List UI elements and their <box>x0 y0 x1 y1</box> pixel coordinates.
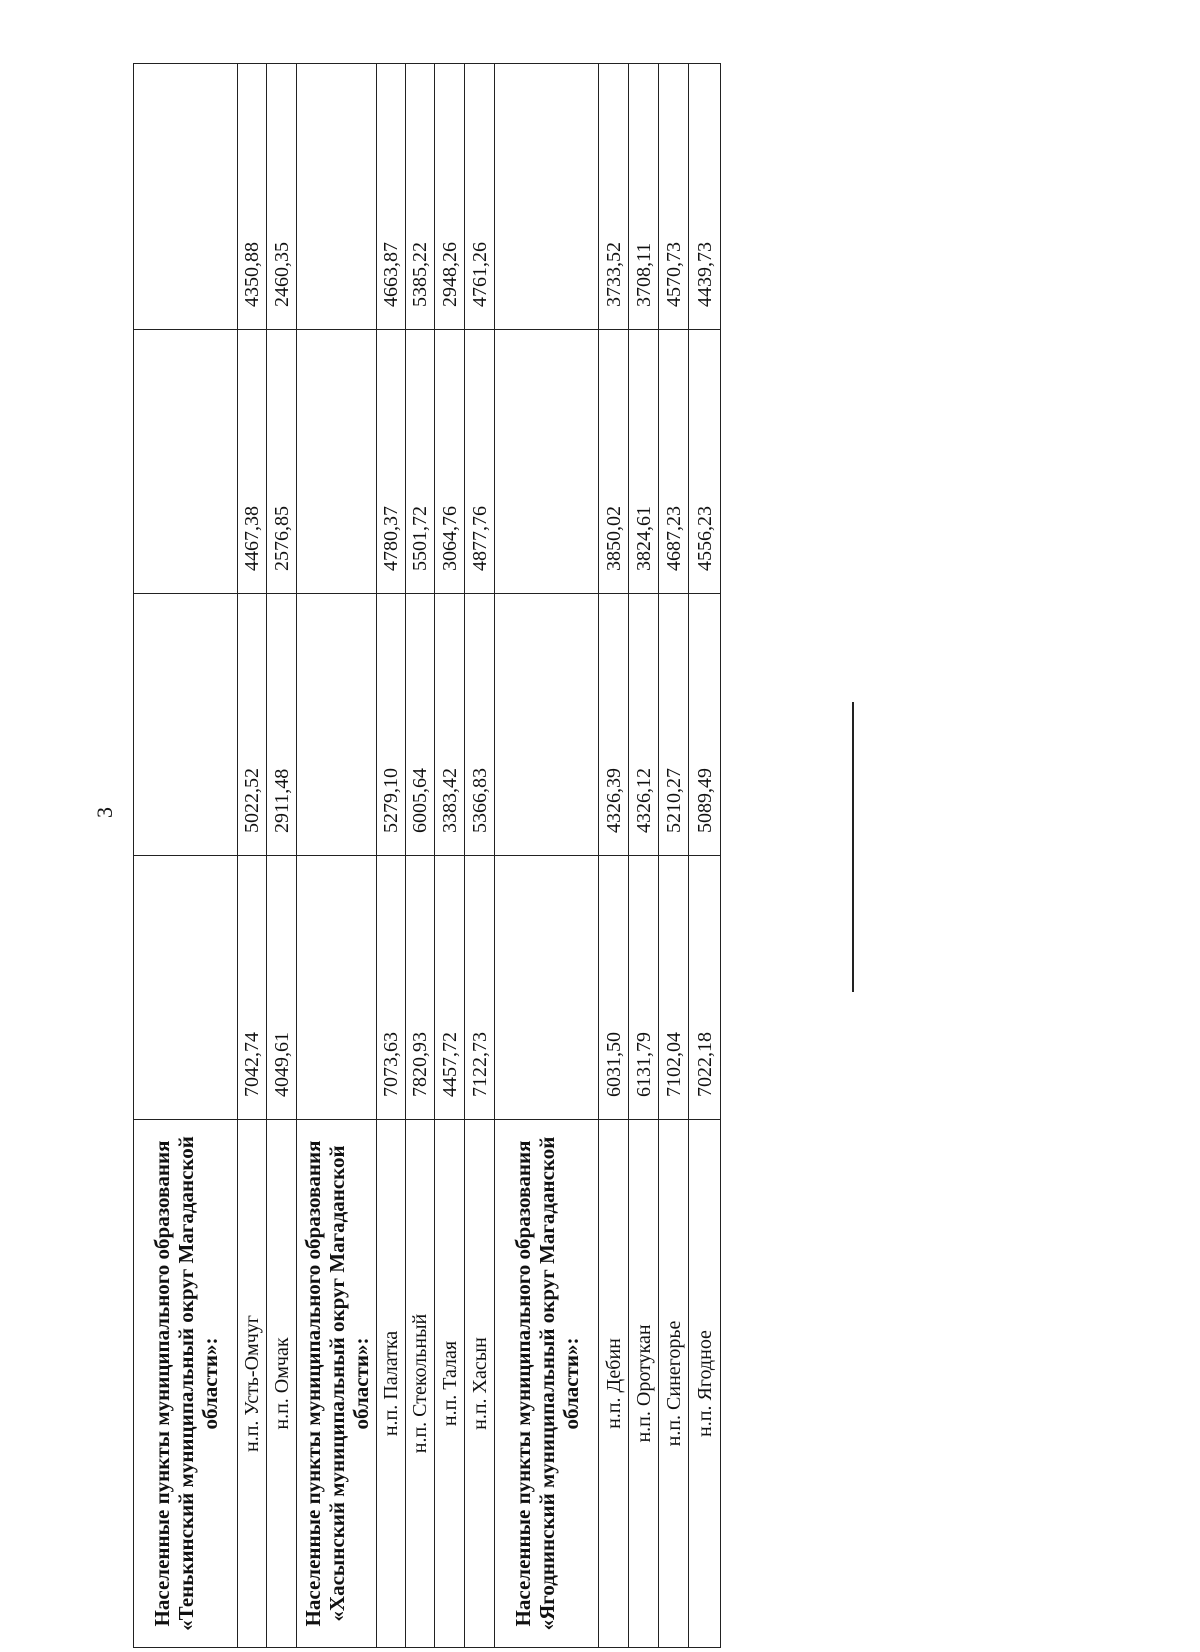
table-row <box>238 64 267 1648</box>
value-cell <box>495 330 599 594</box>
table-row <box>435 64 465 1648</box>
value-cell: 4439,73 <box>689 64 721 330</box>
value-cell: 5210,27 <box>659 594 689 856</box>
value-cell <box>297 594 377 856</box>
settlement-name: н.п. Ягодное <box>689 1120 721 1648</box>
value-cell: 2911,48 <box>267 594 297 856</box>
rotated-table-wrapper <box>133 64 763 1648</box>
value-cell: 2576,85 <box>267 330 297 594</box>
value-cell: 6005,64 <box>406 594 435 856</box>
settlement-name: н.п. Усть-Омчуг <box>238 1120 267 1648</box>
value-cell <box>134 856 238 1120</box>
settlement-name: н.п. Стекольный <box>406 1120 435 1648</box>
settlement-name: н.п. Талая <box>435 1120 465 1648</box>
tariff-table <box>133 63 721 1648</box>
table-row <box>599 64 629 1648</box>
value-cell: 3824,61 <box>629 330 659 594</box>
settlement-name: н.п. Оротукан <box>629 1120 659 1648</box>
value-cell: 7102,04 <box>659 856 689 1120</box>
group-name-khasynsky: Населенные пункты муниципального образования «Хасынский муниципальный округ Магаданской области»: <box>297 1120 377 1648</box>
settlement-name: н.п. Дебин <box>599 1120 629 1648</box>
value-cell <box>297 64 377 330</box>
value-cell: 4326,39 <box>599 594 629 856</box>
value-cell: 5279,10 <box>377 594 406 856</box>
page-number: 3 <box>92 807 117 818</box>
value-cell: 4663,87 <box>377 64 406 330</box>
value-cell <box>495 594 599 856</box>
table-row <box>377 64 406 1648</box>
value-cell: 5089,49 <box>689 594 721 856</box>
value-cell: 4326,12 <box>629 594 659 856</box>
table-row <box>134 64 238 1648</box>
settlement-name: н.п. Омчак <box>267 1120 297 1648</box>
value-cell: 7042,74 <box>238 856 267 1120</box>
value-cell: 2460,35 <box>267 64 297 330</box>
value-cell <box>495 64 599 330</box>
value-cell: 5366,83 <box>465 594 495 856</box>
value-cell <box>495 856 599 1120</box>
table-row <box>406 64 435 1648</box>
settlement-name: н.п. Синегорье <box>659 1120 689 1648</box>
value-cell: 4780,37 <box>377 330 406 594</box>
value-cell <box>134 594 238 856</box>
value-cell <box>134 330 238 594</box>
value-cell: 4350,88 <box>238 64 267 330</box>
value-cell: 4457,72 <box>435 856 465 1120</box>
value-cell: 6031,50 <box>599 856 629 1120</box>
value-cell: 4049,61 <box>267 856 297 1120</box>
table-row <box>465 64 495 1648</box>
value-cell: 3383,42 <box>435 594 465 856</box>
value-cell: 5022,52 <box>238 594 267 856</box>
value-cell <box>297 856 377 1120</box>
separator-line <box>852 702 854 992</box>
value-cell: 3708,11 <box>629 64 659 330</box>
value-cell: 3733,52 <box>599 64 629 330</box>
table-row <box>659 64 689 1648</box>
value-cell: 4687,23 <box>659 330 689 594</box>
table-row <box>297 64 377 1648</box>
table-row <box>689 64 721 1648</box>
value-cell <box>134 64 238 330</box>
value-cell: 4467,38 <box>238 330 267 594</box>
value-cell: 2948,26 <box>435 64 465 330</box>
value-cell: 4570,73 <box>659 64 689 330</box>
settlement-name: н.п. Палатка <box>377 1120 406 1648</box>
value-cell: 6131,79 <box>629 856 659 1120</box>
value-cell <box>297 330 377 594</box>
value-cell: 4556,23 <box>689 330 721 594</box>
value-cell: 3850,02 <box>599 330 629 594</box>
value-cell: 7073,63 <box>377 856 406 1120</box>
value-cell: 5385,22 <box>406 64 435 330</box>
table-row <box>495 64 599 1648</box>
value-cell: 7820,93 <box>406 856 435 1120</box>
value-cell: 3064,76 <box>435 330 465 594</box>
value-cell: 7122,73 <box>465 856 495 1120</box>
table-row <box>267 64 297 1648</box>
settlement-name: н.п. Хасын <box>465 1120 495 1648</box>
table-row <box>629 64 659 1648</box>
value-cell: 4877,76 <box>465 330 495 594</box>
group-name-yagodninsky: Населенные пункты муниципального образования «Ягоднинский муниципальный округ Магаданской области»: <box>495 1120 599 1648</box>
group-name-tenkinsky: Населенные пункты муниципального образования «Тенькинский муниципальный округ Магаданской области»: <box>134 1120 238 1648</box>
value-cell: 4761,26 <box>465 64 495 330</box>
value-cell: 7022,18 <box>689 856 721 1120</box>
value-cell: 5501,72 <box>406 330 435 594</box>
